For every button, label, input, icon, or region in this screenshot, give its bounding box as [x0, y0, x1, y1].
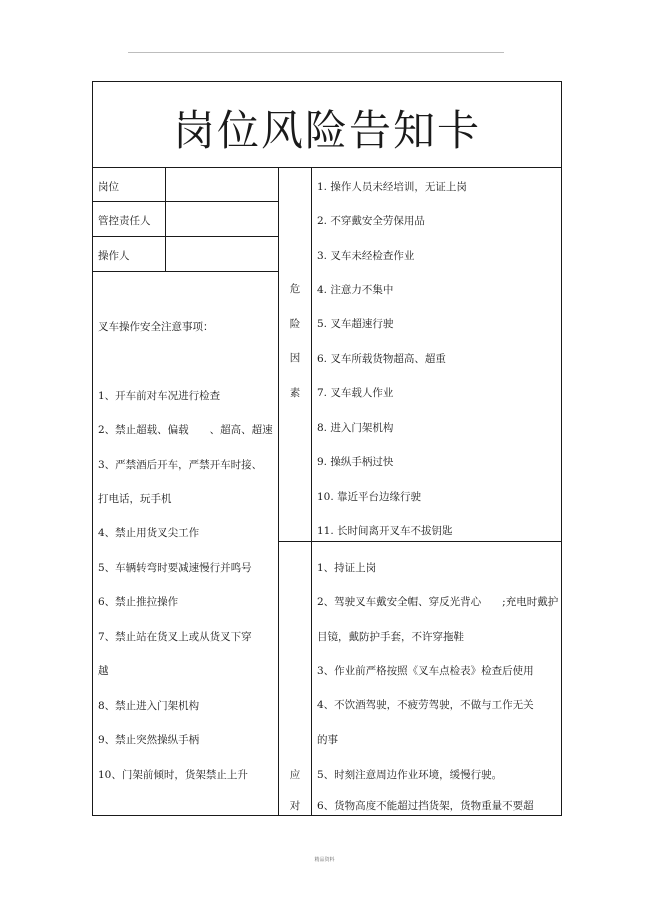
note-line: 2、禁止超载、偏载 、超高、超速 [98, 424, 273, 436]
danger-item: 9. 操纵手柄过快 [317, 456, 394, 468]
note-line: 10、门架前倾时，货架禁止上升 [98, 769, 248, 781]
info-label-manager: 管控责任人 [98, 215, 151, 227]
note-line: 3、严禁酒后开车，严禁开车时接、 [98, 459, 263, 471]
danger-label-char: 危 [289, 283, 301, 295]
footer-note: 精品资料 [314, 857, 335, 863]
danger-item: 4. 注意力不集中 [317, 284, 394, 296]
info-row-rule [93, 236, 278, 237]
notes-heading: 叉车操作安全注意事项： [98, 321, 214, 333]
info-label-post: 岗位 [98, 181, 119, 193]
response-item: 2、驾驶叉车戴安全帽、穿反光背心 ;充电时戴护 [317, 596, 559, 608]
section-rule [278, 541, 561, 542]
header-rule [128, 52, 504, 53]
danger-label-char: 素 [289, 387, 301, 399]
note-line: 5、车辆转弯时要减速慢行并鸣号 [98, 562, 252, 574]
info-value-operator[interactable] [170, 240, 274, 267]
risk-card [92, 81, 562, 816]
danger-item: 2. 不穿戴安全劳保用品 [317, 215, 425, 227]
info-value-manager[interactable] [170, 205, 274, 232]
response-label-char: 对 [289, 800, 301, 812]
note-line: 4、禁止用货叉尖工作 [98, 527, 200, 539]
danger-item: 7. 叉车载人作业 [317, 387, 394, 399]
danger-item: 10. 靠近平台边缘行驶 [317, 491, 422, 503]
response-item: 4、不饮酒驾驶，不疲劳驾驶，不做与工作无关 [317, 699, 534, 711]
divider-right [311, 167, 312, 815]
danger-label-char: 险 [289, 318, 301, 330]
info-value-post[interactable] [170, 171, 274, 197]
note-line: 8、禁止进入门架机构 [98, 700, 200, 712]
note-line: 6、禁止推拉操作 [98, 596, 179, 608]
response-item: 3、作业前严格按照《叉车点检表》检查后使用 [317, 665, 534, 677]
note-line: 越 [98, 665, 109, 677]
danger-item: 6. 叉车所载货物超高、超重 [317, 353, 446, 365]
note-line: 9、禁止突然操纵手柄 [98, 734, 200, 746]
note-line: 打电话，玩手机 [98, 493, 172, 505]
note-line: 7、禁止站在货叉上或从货叉下穿 [98, 631, 252, 643]
danger-item: 1. 操作人员未经培训，无证上岗 [317, 181, 467, 193]
info-label-operator: 操作人 [98, 250, 130, 262]
response-item: 的事 [317, 734, 338, 746]
page-title: 岗位风险告知卡 [93, 82, 561, 168]
info-row-rule [93, 201, 278, 202]
divider-mid [278, 167, 279, 815]
response-label-char: 应 [289, 769, 301, 781]
response-item: 6、货物高度不能超过挡货架，货物重量不要超 [317, 800, 534, 812]
response-item: 目镜，戴防护手套，不许穿拖鞋 [317, 631, 464, 643]
response-item: 5、时刻注意周边作业环境，缓慢行驶。 [317, 769, 503, 781]
response-item: 1、持证上岗 [317, 562, 377, 574]
danger-item: 11. 长时间离开叉车不拔钥匙 [317, 525, 453, 537]
divider-info [165, 167, 166, 271]
danger-item: 8. 进入门架机构 [317, 422, 394, 434]
danger-item: 5. 叉车超速行驶 [317, 318, 394, 330]
danger-item: 3. 叉车未经检查作业 [317, 250, 415, 262]
info-row-rule [93, 271, 278, 272]
danger-label-char: 因 [289, 352, 301, 364]
note-line: 1、开车前对车况进行检查 [98, 390, 221, 402]
